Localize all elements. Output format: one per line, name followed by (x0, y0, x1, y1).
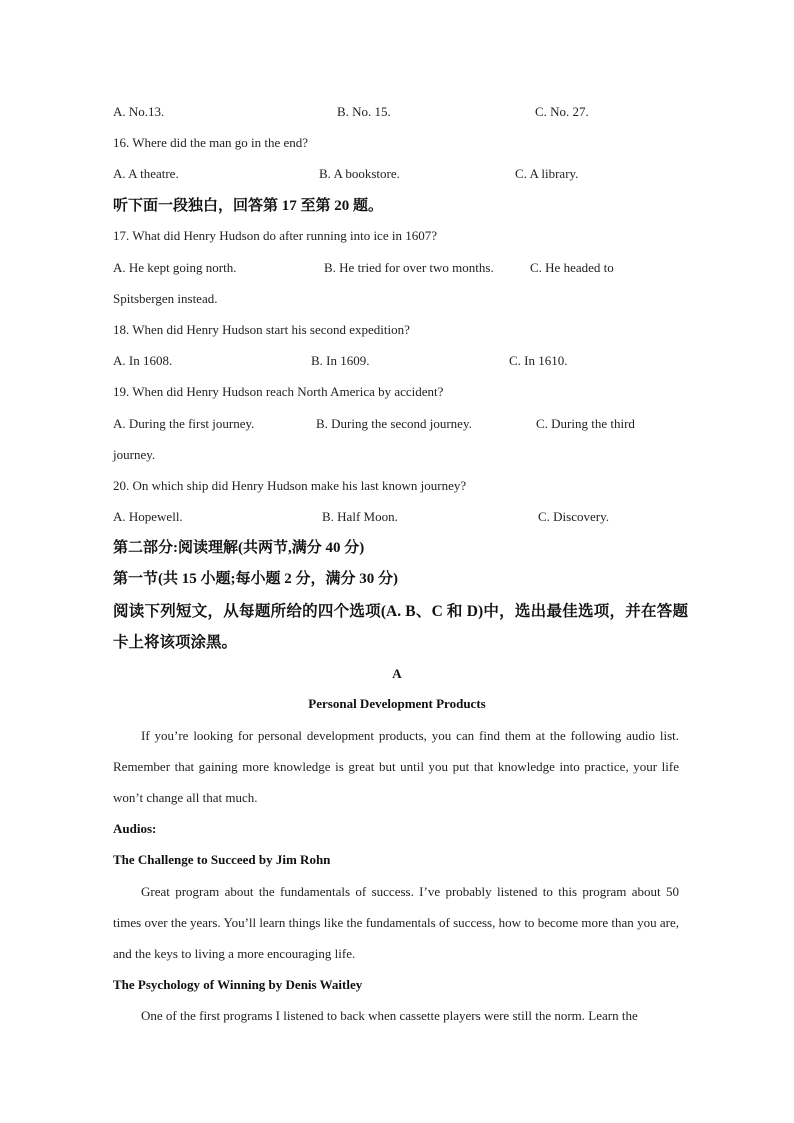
part2-title: 第二部分:阅读理解(共两节,满分 40 分) (113, 540, 365, 556)
q16-option-a: A. A theatre. (113, 166, 179, 181)
q17-option-c: C. He headed to (530, 260, 614, 275)
passage-letter: A (392, 666, 402, 681)
part2-section1-title: 第一节(共 15 小题;每小题 2 分，满分 30 分) (113, 571, 398, 587)
q20-option-c: C. Discovery. (538, 509, 610, 524)
q20-option-a: A. Hopewell. (113, 509, 183, 524)
q17-option-a: A. He kept going north. (113, 260, 237, 275)
q19-option-a: A. During the first journey. (113, 416, 255, 431)
q15-option-c: C. No. 27. (535, 104, 589, 119)
q16-question: 16. Where did the man go in the end? (113, 135, 309, 150)
q18-question: 18. When did Henry Hudson start his second expedition? (113, 322, 410, 337)
audio-item-1-text: Great program about the fundamentals of success. I’ve probably listened to this program about 50 times over the years. You’ll learn things like the fundamentals of success, how to become more than you are, and the keys to living a more encouraging life. (113, 884, 679, 962)
q16-option-c: C. A library. (515, 166, 579, 181)
q15-option-b: B. No. 15. (337, 104, 391, 119)
q19-option-b: B. During the second journey. (316, 416, 472, 431)
audio-item-2-title: The Psychology of Winning by Denis Waitley (113, 977, 363, 992)
q19-option-c-continuation: journey. (113, 447, 156, 462)
q20-question: 20. On which ship did Henry Hudson make his last known journey? (113, 478, 467, 493)
q18-option-b: B. In 1609. (311, 353, 370, 368)
q17-option-c-continuation: Spitsbergen instead. (113, 291, 218, 306)
passage-title: Personal Development Products (308, 696, 486, 711)
q18-option-a: A. In 1608. (113, 353, 173, 368)
passage-intro: If you’re looking for personal development products, you can find them at the following audio list. Remember that gaining more knowledge is great but until you put that knowledge into practice, your life won’t change all that much. (113, 728, 679, 806)
q17-option-b: B. He tried for over two months. (324, 260, 494, 275)
q16-option-b: B. A bookstore. (319, 166, 400, 181)
audio-item-1-title: The Challenge to Succeed by Jim Rohn (113, 852, 331, 867)
section-heading-monologue: 听下面一段独白，回答第 17 至第 20 题。 (113, 198, 384, 214)
part2-instructions: 阅读下列短文，从每题所给的四个选项(A. B、C 和 D)中，选出最佳选项，并在答题卡上将该项涂黑。 (113, 603, 688, 651)
q20-option-b: B. Half Moon. (322, 509, 398, 524)
q19-option-c: C. During the third (536, 416, 635, 431)
audios-label: Audios: (113, 821, 157, 836)
q18-option-c: C. In 1610. (509, 353, 568, 368)
audio-item-2-text: One of the first programs I listened to back when cassette players were still the norm. Learn the (141, 1008, 638, 1023)
q19-question: 19. When did Henry Hudson reach North America by accident? (113, 384, 444, 399)
q17-question: 17. What did Henry Hudson do after running into ice in 1607? (113, 228, 437, 243)
q15-option-a: A. No.13. (113, 104, 165, 119)
